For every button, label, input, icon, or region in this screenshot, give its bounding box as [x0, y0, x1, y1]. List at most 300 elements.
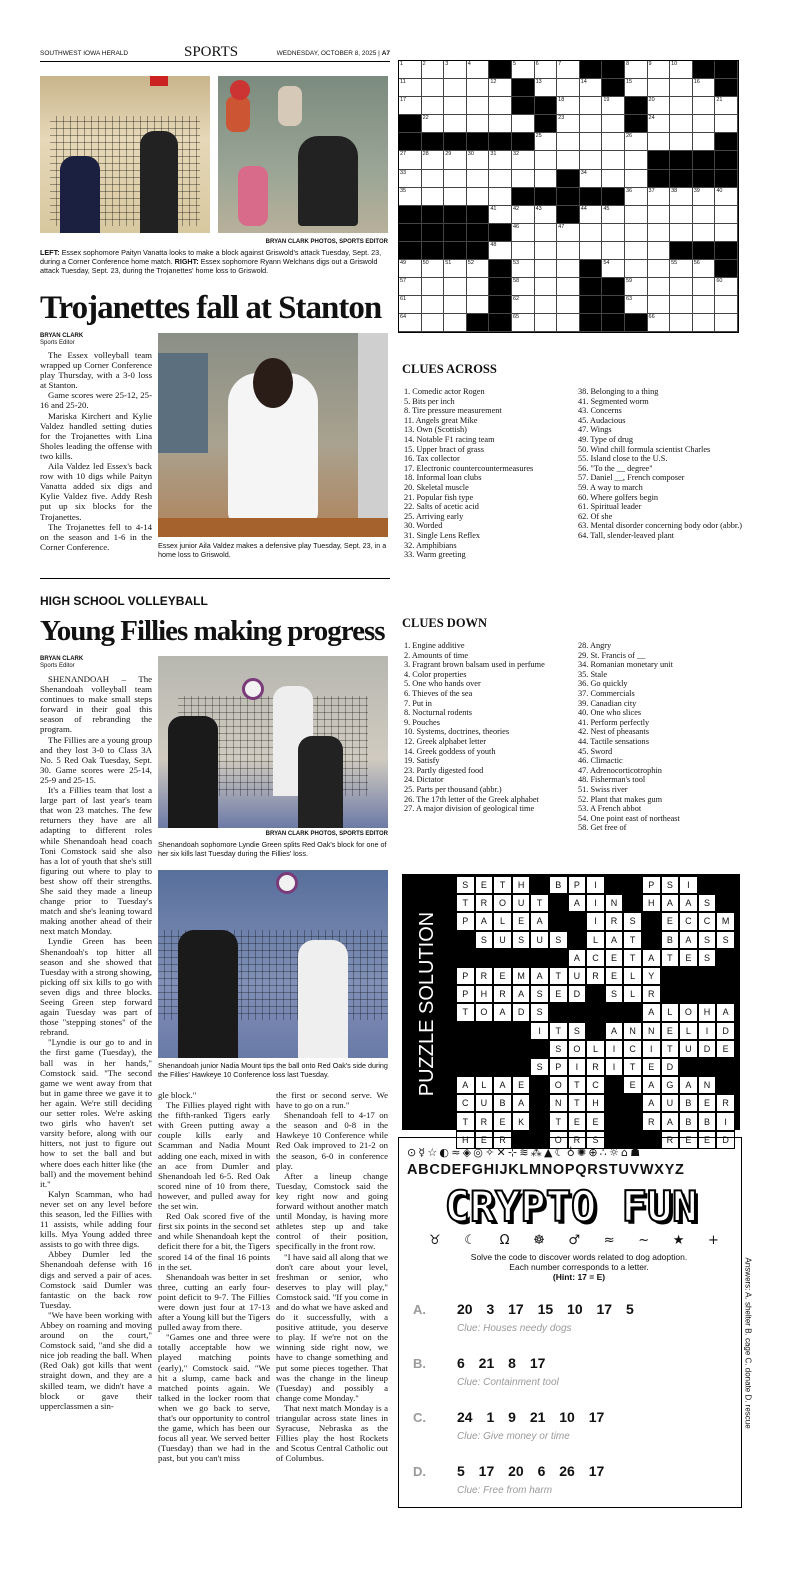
- crossword-cell[interactable]: [489, 97, 512, 115]
- clue-number: 50: [422, 260, 429, 267]
- crossword-cell[interactable]: [693, 61, 716, 79]
- crossword-cell[interactable]: [467, 260, 490, 278]
- clue-item: 58. Get free of: [578, 823, 627, 833]
- clue-number: 23: [558, 115, 565, 122]
- crossword-cell[interactable]: [512, 115, 535, 133]
- crossword-cell[interactable]: [557, 133, 580, 151]
- crossword-cell[interactable]: [399, 97, 422, 115]
- crossword-cell[interactable]: [512, 133, 535, 151]
- crossword-cell[interactable]: [715, 188, 738, 206]
- crossword-cell[interactable]: [535, 97, 558, 115]
- crossword-cell[interactable]: [489, 278, 512, 296]
- crossword-cell[interactable]: [602, 61, 625, 79]
- crossword-cell[interactable]: [444, 296, 467, 314]
- solution-cell: A: [530, 912, 549, 930]
- crossword-cell[interactable]: [715, 151, 738, 169]
- crossword-cell[interactable]: [670, 278, 693, 296]
- crossword-cell[interactable]: [693, 151, 716, 169]
- crossword-cell[interactable]: [535, 242, 558, 260]
- crossword-cell[interactable]: [444, 188, 467, 206]
- crossword-cell[interactable]: [670, 242, 693, 260]
- story1-byline: BRYAN CLARK Sports Editor: [40, 333, 84, 346]
- crossword-cell[interactable]: [625, 97, 648, 115]
- clue-item: 50. Wind chill formula scientist Charles: [578, 444, 711, 454]
- solution-cell: [586, 1022, 605, 1040]
- solution-cell: P: [456, 967, 475, 985]
- crossword-cell[interactable]: [399, 188, 422, 206]
- crossword-cell[interactable]: [467, 115, 490, 133]
- crossword-cell[interactable]: [467, 278, 490, 296]
- crossword-cell[interactable]: [715, 260, 738, 278]
- crossword-cell[interactable]: [693, 97, 716, 115]
- crossword-cell[interactable]: [580, 242, 603, 260]
- crossword-cell[interactable]: [399, 170, 422, 188]
- solution-cell: O: [549, 1076, 568, 1094]
- crossword-cell[interactable]: [648, 133, 671, 151]
- solution-cell: R: [605, 912, 624, 930]
- crossword-cell[interactable]: [467, 206, 490, 224]
- crossword-cell[interactable]: [399, 61, 422, 79]
- crossword-cell[interactable]: [648, 115, 671, 133]
- crossword-cell[interactable]: [444, 224, 467, 242]
- crossword-cell[interactable]: [467, 296, 490, 314]
- crossword-cell[interactable]: [693, 224, 716, 242]
- crossword-cell[interactable]: [715, 115, 738, 133]
- crossword-cell[interactable]: [625, 151, 648, 169]
- solution-cell: I: [716, 1112, 735, 1130]
- clue-item: 47. Wings: [578, 425, 612, 435]
- clue-item: 62. Of she: [578, 511, 613, 521]
- crossword-cell[interactable]: [602, 278, 625, 296]
- crossword-cell[interactable]: [580, 206, 603, 224]
- crossword-cell[interactable]: [625, 133, 648, 151]
- crossword-cell[interactable]: [693, 133, 716, 151]
- crossword-cell[interactable]: [580, 97, 603, 115]
- crossword-cell[interactable]: [715, 206, 738, 224]
- crossword-cell[interactable]: [693, 278, 716, 296]
- crossword-cell[interactable]: [557, 224, 580, 242]
- crossword-cell[interactable]: [625, 188, 648, 206]
- crossword-cell[interactable]: [715, 296, 738, 314]
- crossword-cell[interactable]: [444, 97, 467, 115]
- clue-item: 23. Partly digested food: [404, 765, 484, 775]
- crossword-cell[interactable]: [444, 79, 467, 97]
- solution-cell: O: [493, 894, 512, 912]
- crossword-cell[interactable]: [715, 242, 738, 260]
- crossword-cell[interactable]: [625, 278, 648, 296]
- crossword-cell[interactable]: [422, 296, 445, 314]
- crossword-cell[interactable]: [715, 97, 738, 115]
- crossword-cell[interactable]: [512, 260, 535, 278]
- solution-cell: E: [716, 1040, 735, 1058]
- crossword-cell[interactable]: [602, 170, 625, 188]
- crossword-cell[interactable]: [648, 242, 671, 260]
- crossword-cell[interactable]: [399, 133, 422, 151]
- crossword-cell[interactable]: [670, 61, 693, 79]
- solution-cell: [475, 1040, 494, 1058]
- crossword-cell[interactable]: [557, 79, 580, 97]
- crossword-cell[interactable]: [715, 79, 738, 97]
- crossword-cell[interactable]: [693, 115, 716, 133]
- solution-cell: S: [530, 1003, 549, 1021]
- crossword-cell[interactable]: [467, 133, 490, 151]
- crossword-cell[interactable]: [444, 260, 467, 278]
- solution-cell: R: [493, 985, 512, 1003]
- crossword-cell[interactable]: [715, 278, 738, 296]
- crossword-cell[interactable]: [693, 188, 716, 206]
- crossword-cell[interactable]: [602, 206, 625, 224]
- crossword-cell[interactable]: [625, 206, 648, 224]
- crossword-cell[interactable]: [648, 278, 671, 296]
- crossword-cell[interactable]: [670, 170, 693, 188]
- crossword-cell[interactable]: [693, 79, 716, 97]
- crossword-cell[interactable]: [422, 188, 445, 206]
- crossword-cell[interactable]: [557, 151, 580, 169]
- crossword-cell[interactable]: [557, 188, 580, 206]
- crossword-cell[interactable]: [489, 79, 512, 97]
- crypto-puzzle-c: C. 24 1 9 21 10 17 Clue: Give money or time: [413, 1409, 605, 1442]
- crossword-cell[interactable]: [602, 97, 625, 115]
- crossword-cell[interactable]: [557, 97, 580, 115]
- solution-cell: M: [716, 912, 735, 930]
- crossword-cell[interactable]: [670, 224, 693, 242]
- crossword-cell[interactable]: [580, 278, 603, 296]
- clue-number: 35: [400, 187, 407, 194]
- solution-cell: [605, 1112, 624, 1130]
- clue-number: 2: [422, 61, 426, 67]
- crossword-cell[interactable]: [602, 79, 625, 97]
- crossword-cell[interactable]: [535, 133, 558, 151]
- crossword-cell[interactable]: [444, 133, 467, 151]
- crossword-cell[interactable]: [648, 260, 671, 278]
- crossword-cell[interactable]: [399, 278, 422, 296]
- crossword-cell[interactable]: [444, 314, 467, 332]
- crossword-cell[interactable]: [557, 170, 580, 188]
- crossword-cell[interactable]: [489, 151, 512, 169]
- solution-cell: S: [530, 985, 549, 1003]
- crossword-cell[interactable]: [535, 170, 558, 188]
- crossword-cell[interactable]: [602, 115, 625, 133]
- crossword-cell[interactable]: [602, 188, 625, 206]
- crossword-cell[interactable]: [535, 296, 558, 314]
- crossword-cell[interactable]: [399, 242, 422, 260]
- crossword-cell[interactable]: [399, 151, 422, 169]
- crossword-cell[interactable]: [670, 260, 693, 278]
- crossword-cell[interactable]: [602, 133, 625, 151]
- crossword-cell[interactable]: [444, 170, 467, 188]
- crossword-cell[interactable]: [602, 242, 625, 260]
- solution-cell: T: [549, 1112, 568, 1130]
- crossword-cell[interactable]: [693, 296, 716, 314]
- crossword-cell[interactable]: [670, 296, 693, 314]
- clue-item: 64. Tall, slender-leaved plant: [578, 530, 675, 540]
- crossword-cell[interactable]: [512, 79, 535, 97]
- crossword-cell[interactable]: [489, 260, 512, 278]
- crossword-cell[interactable]: [693, 314, 716, 332]
- crossword-cell[interactable]: [557, 61, 580, 79]
- solution-cell: [475, 949, 494, 967]
- solution-cell: P: [568, 876, 587, 894]
- crossword-cell[interactable]: [625, 260, 648, 278]
- clue-item: 8. Nocturnal rodents: [404, 708, 472, 718]
- crossword-cell[interactable]: [715, 224, 738, 242]
- crossword-cell[interactable]: [670, 206, 693, 224]
- crossword-cell[interactable]: [670, 188, 693, 206]
- crossword-cell[interactable]: [580, 170, 603, 188]
- solution-cell: T: [530, 894, 549, 912]
- crossword-cell[interactable]: [489, 314, 512, 332]
- crossword-cell[interactable]: [489, 61, 512, 79]
- crossword-cell[interactable]: [512, 188, 535, 206]
- crossword-cell[interactable]: [422, 133, 445, 151]
- solution-cell: N: [698, 1076, 717, 1094]
- crossword-cell[interactable]: [444, 115, 467, 133]
- crossword-cell[interactable]: [489, 188, 512, 206]
- crossword-cell[interactable]: [625, 242, 648, 260]
- crossword-cell[interactable]: [512, 97, 535, 115]
- crossword-cell[interactable]: [557, 260, 580, 278]
- crossword-cell[interactable]: [444, 151, 467, 169]
- crossword-cell[interactable]: [489, 170, 512, 188]
- crossword-cell[interactable]: [602, 151, 625, 169]
- crossword-cell[interactable]: [512, 206, 535, 224]
- crossword-cell[interactable]: [648, 97, 671, 115]
- crossword-cell[interactable]: [467, 170, 490, 188]
- crossword-cell[interactable]: [715, 314, 738, 332]
- crossword-cell[interactable]: [467, 242, 490, 260]
- crossword-cell[interactable]: [422, 97, 445, 115]
- crossword-cell[interactable]: [648, 170, 671, 188]
- crossword-cell[interactable]: [670, 97, 693, 115]
- solution-cell: O: [568, 1040, 587, 1058]
- crossword-cell[interactable]: [489, 115, 512, 133]
- crossword-cell[interactable]: [512, 224, 535, 242]
- solution-cell: U: [512, 894, 531, 912]
- clue-item: 56. "To the __ degree": [578, 463, 653, 473]
- solution-cell: [568, 1003, 587, 1021]
- crossword-cell[interactable]: [670, 133, 693, 151]
- crossword-cell[interactable]: [557, 115, 580, 133]
- crossword-cell[interactable]: [580, 115, 603, 133]
- crossword-cell[interactable]: [670, 79, 693, 97]
- crossword-cell[interactable]: [399, 206, 422, 224]
- solution-cell: A: [605, 1022, 624, 1040]
- clue-item: 31. Single Lens Reflex: [404, 530, 481, 540]
- crossword-cell[interactable]: [580, 133, 603, 151]
- solution-cell: [716, 1076, 735, 1094]
- crossword-cell[interactable]: [422, 61, 445, 79]
- crossword-cell[interactable]: [422, 151, 445, 169]
- crossword-cell[interactable]: [625, 170, 648, 188]
- clue-number: 34: [580, 169, 587, 176]
- crossword-cell[interactable]: [444, 61, 467, 79]
- crossword-cell[interactable]: [467, 61, 490, 79]
- solution-cell: [623, 1112, 642, 1130]
- crossword-cell[interactable]: [399, 296, 422, 314]
- crossword-cell[interactable]: [580, 260, 603, 278]
- crossword-cell[interactable]: [602, 314, 625, 332]
- crossword-cell[interactable]: [693, 242, 716, 260]
- crossword-cell[interactable]: [422, 260, 445, 278]
- solution-cell: I: [568, 1058, 587, 1076]
- crossword-cell[interactable]: [467, 224, 490, 242]
- solution-cell: L: [475, 1076, 494, 1094]
- page-date: WEDNESDAY, OCTOBER 8, 2025 | A7: [276, 50, 390, 57]
- crossword-cell[interactable]: [535, 314, 558, 332]
- solution-cell: [679, 1058, 698, 1076]
- solution-cell: [530, 1112, 549, 1130]
- crossword-cell[interactable]: [399, 115, 422, 133]
- crossword-cell[interactable]: [467, 97, 490, 115]
- crossword-cell[interactable]: [399, 79, 422, 97]
- crossword-cell[interactable]: [467, 314, 490, 332]
- crossword-cell[interactable]: [625, 296, 648, 314]
- crossword-cell[interactable]: [602, 296, 625, 314]
- crossword-cell[interactable]: [670, 314, 693, 332]
- solution-cell: A: [568, 949, 587, 967]
- crossword-cell[interactable]: [580, 314, 603, 332]
- crossword-cell[interactable]: [399, 260, 422, 278]
- crossword-cell[interactable]: [422, 314, 445, 332]
- crossword-cell[interactable]: [715, 61, 738, 79]
- crossword-cell[interactable]: [535, 206, 558, 224]
- solution-cell: N: [623, 1022, 642, 1040]
- crossword-cell[interactable]: [422, 206, 445, 224]
- solution-cell: [605, 876, 624, 894]
- crossword-cell[interactable]: [512, 61, 535, 79]
- clue-number: 21: [716, 97, 723, 104]
- solution-cell: T: [661, 1040, 680, 1058]
- crossword-cell[interactable]: [535, 115, 558, 133]
- crossword-cell[interactable]: [422, 278, 445, 296]
- clue-number: 17: [400, 97, 407, 104]
- crossword-cell[interactable]: [489, 296, 512, 314]
- crossword-cell[interactable]: [489, 242, 512, 260]
- clue-item: 46. Climactic: [578, 756, 623, 766]
- crossword-cell[interactable]: [467, 188, 490, 206]
- crossword-cell[interactable]: [512, 314, 535, 332]
- solution-cell: S: [716, 931, 735, 949]
- crossword-cell[interactable]: [535, 278, 558, 296]
- crossword-cell[interactable]: [557, 314, 580, 332]
- clue-item: 13. Own (Scottish): [404, 425, 467, 435]
- clue-item: 35. Stale: [578, 669, 608, 679]
- crossword-cell[interactable]: [693, 170, 716, 188]
- crossword-cell[interactable]: [557, 278, 580, 296]
- solution-cell: [642, 912, 661, 930]
- crossword-cell[interactable]: [444, 206, 467, 224]
- crossword-cell[interactable]: [512, 296, 535, 314]
- solution-cell: R: [586, 1058, 605, 1076]
- solution-cell: A: [530, 967, 549, 985]
- crossword-cell[interactable]: [602, 260, 625, 278]
- crossword-cell[interactable]: [535, 260, 558, 278]
- story2-kicker: HIGH SCHOOL VOLLEYBALL: [40, 594, 208, 608]
- crossword-cell[interactable]: [580, 296, 603, 314]
- crossword-cell[interactable]: [467, 151, 490, 169]
- crossword-cell[interactable]: [648, 61, 671, 79]
- solution-cell: [586, 985, 605, 1003]
- crossword-cell[interactable]: [422, 242, 445, 260]
- crossword-cell[interactable]: [557, 242, 580, 260]
- solution-cell: [530, 1040, 549, 1058]
- crossword-cell[interactable]: [648, 314, 671, 332]
- crossword-cell[interactable]: [602, 224, 625, 242]
- crossword-cell[interactable]: [693, 260, 716, 278]
- crossword-cell[interactable]: [535, 61, 558, 79]
- crossword-cell[interactable]: [625, 314, 648, 332]
- clue-item: 8. Tire pressure measurement: [404, 406, 502, 416]
- crossword-cell[interactable]: [580, 61, 603, 79]
- crossword-cell[interactable]: [648, 188, 671, 206]
- crossword-cell[interactable]: [444, 242, 467, 260]
- crossword-cell[interactable]: [580, 151, 603, 169]
- crossword-cell[interactable]: [512, 242, 535, 260]
- crossword-cell[interactable]: [535, 224, 558, 242]
- crossword-cell[interactable]: [648, 296, 671, 314]
- crossword-cell[interactable]: [557, 206, 580, 224]
- crossword-cell[interactable]: [535, 79, 558, 97]
- solution-cell: S: [530, 1058, 549, 1076]
- solution-cell: [549, 1003, 568, 1021]
- crossword-cell[interactable]: [670, 115, 693, 133]
- crossword-cell[interactable]: [670, 151, 693, 169]
- crossword-cell[interactable]: [512, 151, 535, 169]
- solution-cell: N: [605, 894, 624, 912]
- crossword-cell[interactable]: [648, 151, 671, 169]
- crossword-cell[interactable]: [557, 296, 580, 314]
- crossword-cell[interactable]: [715, 133, 738, 151]
- crossword-cell[interactable]: [422, 115, 445, 133]
- crossword-cell[interactable]: [625, 224, 648, 242]
- crossword-cell[interactable]: [535, 151, 558, 169]
- crossword-cell[interactable]: [512, 278, 535, 296]
- crossword-cell[interactable]: [422, 170, 445, 188]
- crossword-cell[interactable]: [715, 170, 738, 188]
- crossword-cell[interactable]: [535, 188, 558, 206]
- crossword-cell[interactable]: [693, 206, 716, 224]
- crossword-cell[interactable]: [422, 224, 445, 242]
- crossword-cell[interactable]: [625, 115, 648, 133]
- crossword-cell[interactable]: [489, 206, 512, 224]
- crossword-cell[interactable]: [489, 133, 512, 151]
- crossword-cell[interactable]: [399, 224, 422, 242]
- crossword-cell[interactable]: [422, 79, 445, 97]
- crossword-cell[interactable]: [399, 314, 422, 332]
- crossword-cell[interactable]: [467, 79, 490, 97]
- crossword-cell[interactable]: [580, 79, 603, 97]
- crossword-cell[interactable]: [625, 79, 648, 97]
- story2-photo1-caption: Shenandoah sophomore Lyndie Green splits Red Oak's block for one of her six kills last Tuesday during the Fillies' loss.: [158, 840, 387, 858]
- solution-cell: U: [475, 1094, 494, 1112]
- solution-cell: L: [623, 985, 642, 1003]
- crossword-cell[interactable]: [648, 79, 671, 97]
- solution-cell: S: [698, 894, 717, 912]
- crypto-puzzle-a: A. 20 3 17 15 10 17 5 Clue: Houses needy dogs: [413, 1301, 634, 1334]
- crossword-cell[interactable]: [580, 188, 603, 206]
- crossword-cell[interactable]: [580, 224, 603, 242]
- crossword-cell[interactable]: [512, 170, 535, 188]
- crossword-cell[interactable]: [648, 224, 671, 242]
- clue-number: 24: [648, 115, 655, 122]
- crossword-cell[interactable]: [625, 61, 648, 79]
- clue-item: 18. Informal loan clubs: [404, 473, 482, 483]
- solution-cell: [493, 1022, 512, 1040]
- crossword-cell[interactable]: [444, 278, 467, 296]
- crossword-cell[interactable]: [648, 206, 671, 224]
- crossword-cell[interactable]: [489, 224, 512, 242]
- clue-number: 60: [716, 278, 723, 285]
